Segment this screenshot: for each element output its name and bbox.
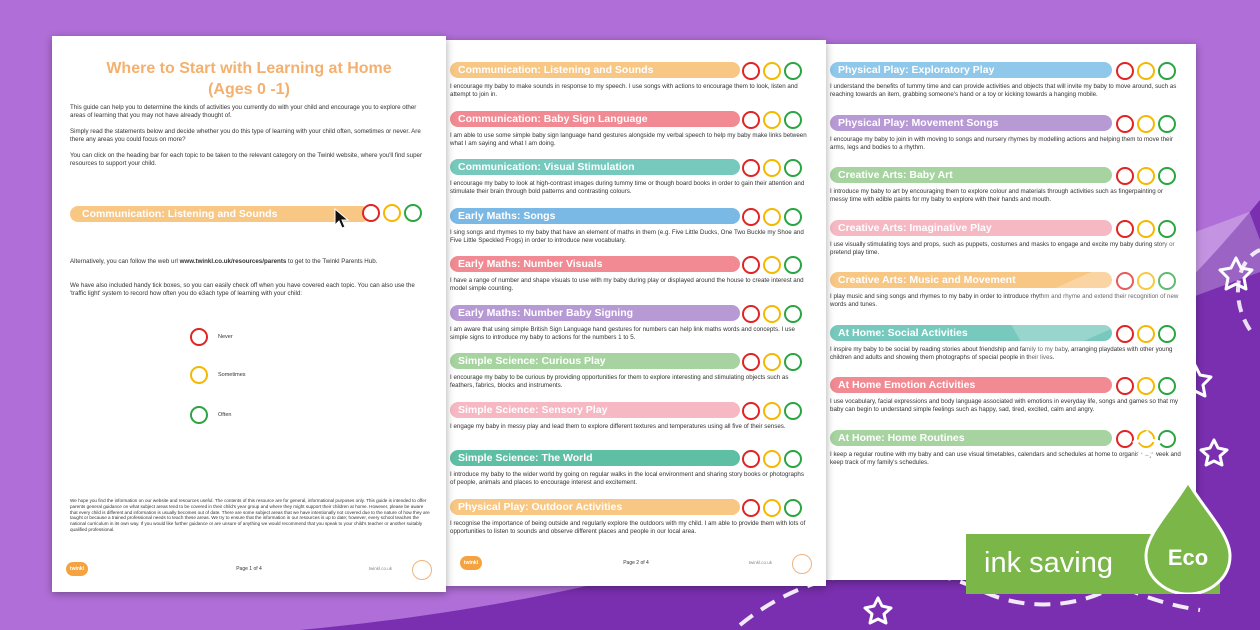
traffic-light-tick-boxes <box>1116 167 1176 185</box>
topic-heading-bar[interactable]: Creative Arts: Imaginative Play <box>830 220 1112 236</box>
traffic-light-tick-boxes <box>742 353 802 371</box>
often-light[interactable] <box>1158 272 1176 290</box>
sometimes-light[interactable] <box>763 256 781 274</box>
traffic-light-tick-boxes <box>742 208 802 226</box>
often-light[interactable] <box>1158 62 1176 80</box>
traffic-light-tick-boxes <box>1116 325 1176 343</box>
traffic-light-tick-boxes <box>1116 430 1176 448</box>
parents-hub-link[interactable]: www.twinkl.co.uk/resources/parents <box>179 258 287 265</box>
often-light[interactable] <box>784 208 802 226</box>
often-light[interactable] <box>1158 115 1176 133</box>
topic-heading-bar[interactable]: Communication: Baby Sign Language <box>450 111 740 127</box>
sometimes-light[interactable] <box>1137 377 1155 395</box>
never-light[interactable] <box>1116 220 1134 238</box>
key-often <box>190 406 231 424</box>
ink-saving-label: ink saving <box>984 547 1113 579</box>
disclaimer-text: We hope you find the information on our website and resources useful. The contents of this resource are for general, informational purposes only. This guide is intended to offer parents general guidance on what subject areas tend to be covered in their child's year group and where they might support their children at home. However, please be aware that every child is different and information is usually becomes out of date. There are some subject areas that we have intentionally not covered due to the nature of how they are taught or because a trained professional needs to teach these areas. We try to ensure that the information in our resources is up to date; however, every school teaches the national curriculum in its own way. If you would like further guidance or are unsure of anything we would recommend that you speak to your child's teacher or another suitably qualified professional. <box>70 498 430 532</box>
sometimes-light[interactable] <box>1137 62 1155 80</box>
footer-url: twinkl.co.uk <box>748 560 772 565</box>
never-light[interactable] <box>742 208 760 226</box>
traffic-light-tick-boxes <box>742 159 802 177</box>
topic-statement: I sing songs and rhymes to my baby that have an element of maths in them (e.g. Five Little Ducks, One Two Buckle my Shoe and Five Little Speckled Frogs) in order to introduce new vocabulary. <box>450 228 804 244</box>
topic-statement: I encourage my baby to look at high-contrast images during tummy time or though board books in order to gain their attention and stimulate their brain through bold patterns and contrasting colours. <box>450 180 805 195</box>
never-light[interactable] <box>742 111 760 129</box>
topic-heading-bar[interactable]: Physical Play: Outdoor Activities <box>450 499 740 515</box>
twinkl-logo: twinkl <box>460 556 482 570</box>
sometimes-light[interactable] <box>1137 272 1155 290</box>
key-label: Sometimes <box>218 372 246 378</box>
badge-icon <box>412 560 432 580</box>
twinkl-logo: twinkl <box>66 562 88 576</box>
sometimes-light[interactable] <box>763 305 781 323</box>
sometimes-light[interactable] <box>763 159 781 177</box>
topic-statement: I use vocabulary, facial expressions and body language associated with emotions in everyday life, songs and games so that my baby can begin to understand simple feelings such as happy, sad, tired, excited, calm and angry. <box>830 398 1178 413</box>
yellow-circle-icon <box>190 366 208 384</box>
often-light[interactable] <box>784 305 802 323</box>
key-sometimes <box>190 366 246 384</box>
sometimes-light[interactable] <box>1137 167 1155 185</box>
example-heading-bar[interactable]: Communication: Listening and Sounds <box>70 206 370 222</box>
topic-statement: I have a range of number and shape visuals to use with my baby during play or displayed around the house to create interest and model simple counting. <box>450 277 804 292</box>
sometimes-light[interactable] <box>1137 115 1155 133</box>
traffic-light-tick-boxes <box>1116 377 1176 395</box>
topic-statement: I understand the benefits of tummy time and can provide activities and objects that will invite my baby to move around, such as reaching towards an item, grabbing someone's hand or a toy or kicking towards a hanging mobile. <box>830 83 1177 98</box>
sometimes-light[interactable] <box>763 450 781 468</box>
topic-statement: I keep a regular routine with my baby and can use visual timetables, calendars and schedules at home to organise my week and keep track of my family's schedules. <box>830 450 1181 466</box>
topic-statement: I play music and sing songs and rhymes to my baby in order to introduce rhythm and rhyme and extend their recognition of new words and tunes. <box>830 293 1179 308</box>
never-light[interactable] <box>742 450 760 468</box>
sometimes-light[interactable] <box>763 402 781 420</box>
traffic-light-tick-boxes <box>1116 62 1176 80</box>
traffic-light-tick-boxes <box>742 402 802 420</box>
sometimes-light[interactable] <box>763 208 781 226</box>
topic-heading-bar[interactable]: Creative Arts: Baby Art <box>830 167 1112 183</box>
link-paragraph: You can click on the heading bar for each topic to be taken to the relevant category on the Twinkl website, where you'll find super resources to support your child. <box>70 152 423 167</box>
never-light[interactable] <box>1116 62 1134 80</box>
sometimes-light[interactable] <box>383 204 401 222</box>
topic-heading-bar[interactable]: Physical Play: Movement Songs <box>830 115 1112 131</box>
traffic-light-tick-boxes <box>742 62 802 80</box>
never-light[interactable] <box>1116 115 1134 133</box>
mouse-pointer-icon <box>334 208 350 230</box>
often-light[interactable] <box>784 256 802 274</box>
page-number: Page 1 of 4 <box>236 566 262 572</box>
footer-url: twinkl.co.uk <box>368 566 392 571</box>
topic-statement: I use visually stimulating toys and props, such as puppets, costumes and masks to engage and excite my baby during story or pretend play time. <box>830 240 1175 256</box>
topic-heading-bar[interactable]: Communication: Visual Stimulation <box>450 159 740 175</box>
traffic-light-tick-boxes <box>1116 115 1176 133</box>
green-circle-icon <box>190 406 208 424</box>
traffic-light-tick-boxes <box>1116 272 1176 290</box>
traffic-light-tick-boxes <box>742 111 802 129</box>
key-never <box>190 328 233 346</box>
page-subtitle: (Ages 0 -1) <box>208 81 290 98</box>
topic-statement: I am able to use some simple baby sign language hand gestures alongside my verbal speech to help my baby make links between what I am saying and what I am doing. <box>450 131 807 147</box>
red-circle-icon <box>190 328 208 346</box>
often-light[interactable] <box>784 62 802 80</box>
sometimes-light[interactable] <box>763 62 781 80</box>
often-light[interactable] <box>404 204 422 222</box>
traffic-light-tick-boxes <box>742 305 802 323</box>
sometimes-light[interactable] <box>1137 430 1155 448</box>
often-light[interactable] <box>1158 220 1176 238</box>
traffic-light-tick-boxes <box>1116 220 1176 238</box>
eco-badge-label: Eco <box>1167 545 1209 570</box>
often-light[interactable] <box>784 450 802 468</box>
page-footer <box>66 562 432 582</box>
traffic-light-tick-boxes <box>742 450 802 468</box>
sometimes-light[interactable] <box>763 111 781 129</box>
never-light[interactable] <box>1116 430 1134 448</box>
traffic-light-tick-boxes <box>742 256 802 274</box>
badge-icon <box>792 554 812 574</box>
often-light[interactable] <box>784 402 802 420</box>
often-light[interactable] <box>784 353 802 371</box>
topic-statement: I encourage my baby to join in with moving to songs and nursery rhymes by modelling actions and helping them to move their arms, legs and bodies to a rhythm. <box>830 135 1173 151</box>
never-light[interactable] <box>742 353 760 371</box>
topic-statement: I introduce my baby to art by encouraging them to explore colour and materials through activities such as fingerpainting or messy time with edible paints for my baby to explore with their hands and mouth. <box>830 188 1163 203</box>
topic-heading-bar[interactable]: At Home: Home Routines <box>830 430 1112 446</box>
sometimes-light[interactable] <box>763 499 781 517</box>
eco-drop-icon <box>1140 482 1236 594</box>
topic-heading-bar[interactable]: Communication: Listening and Sounds <box>450 62 740 78</box>
page-footer <box>460 556 812 576</box>
often-light[interactable] <box>784 159 802 177</box>
instructions-paragraph: Simply read the statements below and decide whether you do this type of learning with your child often, sometimes or never. Are there any areas you could focus on more? <box>70 128 421 143</box>
topic-statement: I engage my baby in messy play and lead them to explore different textures and temperatures using all five of their senses. <box>450 422 786 430</box>
often-light[interactable] <box>784 111 802 129</box>
intro-paragraph: This guide can help you to determine the kinds of activities you currently do with your child and encourage you to explore other areas of learning that you may not have already thought of. <box>70 104 417 119</box>
page-title: Where to Start with Learning at Home <box>106 60 392 77</box>
topic-statement: I introduce my baby to the wider world by going on regular walks in the local environment and sharing story books or photographs of people, animals and places to encourage interest and excitement. <box>450 471 804 486</box>
never-light[interactable] <box>742 305 760 323</box>
key-label: Never <box>218 334 233 340</box>
never-light[interactable] <box>1116 377 1134 395</box>
topic-statement: I encourage my baby to be curious by providing opportunities for them to explore interesting and stimulating objects such as feathers, fabrics, blocks and instruments. <box>450 374 789 389</box>
example-traffic-lights <box>362 204 422 222</box>
sometimes-light[interactable] <box>763 353 781 371</box>
never-light[interactable] <box>742 62 760 80</box>
topic-statement: I encourage my baby to make sounds in response to my speech. I use songs with actions to encourage them to look, listen and attempt to join in. <box>450 83 798 98</box>
never-light[interactable] <box>742 499 760 517</box>
topic-heading-bar[interactable]: At Home Emotion Activities <box>830 377 1112 393</box>
often-light[interactable] <box>1158 430 1176 448</box>
never-light[interactable] <box>1116 272 1134 290</box>
never-light[interactable] <box>742 256 760 274</box>
sometimes-light[interactable] <box>1137 220 1155 238</box>
often-light[interactable] <box>784 499 802 517</box>
topic-statement: I am aware that using simple British Sign Language hand gestures for numbers can help link maths words and concepts. I use simple signs to introduce my baby to actions for the numbers 1 to 5. <box>450 325 795 341</box>
page-number: Page 2 of 4 <box>623 560 649 566</box>
topic-heading-bar[interactable]: Simple Science: The World <box>450 450 740 466</box>
never-light[interactable] <box>1116 325 1134 343</box>
traffic-light-tick-boxes <box>742 499 802 517</box>
topic-heading-bar[interactable]: Simple Science: Sensory Play <box>450 402 740 418</box>
topic-heading-bar[interactable]: Creative Arts: Music and Movement <box>830 272 1112 288</box>
key-label: Often <box>218 412 232 418</box>
never-light[interactable] <box>362 204 380 222</box>
guide-page-1 <box>52 36 446 592</box>
topic-heading-bar[interactable]: Physical Play: Exploratory Play <box>830 62 1112 78</box>
often-light[interactable] <box>1158 167 1176 185</box>
never-light[interactable] <box>742 159 760 177</box>
sometimes-light[interactable] <box>1137 325 1155 343</box>
guide-page-2 <box>446 40 826 586</box>
web-url-paragraph: Alternatively, you can follow the web url www.twinkl.co.uk/resources/parents to get to the Twinkl Parents Hub. <box>70 258 378 265</box>
topic-heading-bar[interactable]: Early Maths: Number Visuals <box>450 256 740 272</box>
topic-heading-bar[interactable]: At Home: Social Activities <box>830 325 1112 341</box>
often-light[interactable] <box>1158 377 1176 395</box>
never-light[interactable] <box>742 402 760 420</box>
never-light[interactable] <box>1116 167 1134 185</box>
topic-statement: I inspire my baby to be social by reading stories about friendship and family to my baby, arranging playdates with other young children and adults and showing them photographs of special people in their lives. <box>830 345 1173 361</box>
topic-heading-bar[interactable]: Simple Science: Curious Play <box>450 353 740 369</box>
topic-heading-bar[interactable]: Early Maths: Songs <box>450 208 740 224</box>
tick-box-paragraph: We have also included handy tick boxes, so you can easily check off when you have covered each topic. You can also use the 'traffic light' system to record how often you do e3ach type of learning with your child: <box>70 282 415 297</box>
topic-statement: I recognise the importance of being outside and regularly explore the outdoors with my child. I am able to provide them with lots of opportunities to listen to sounds and observe different places and people in our local area. <box>450 519 806 535</box>
topic-heading-bar[interactable]: Early Maths: Number Baby Signing <box>450 305 740 321</box>
often-light[interactable] <box>1158 325 1176 343</box>
